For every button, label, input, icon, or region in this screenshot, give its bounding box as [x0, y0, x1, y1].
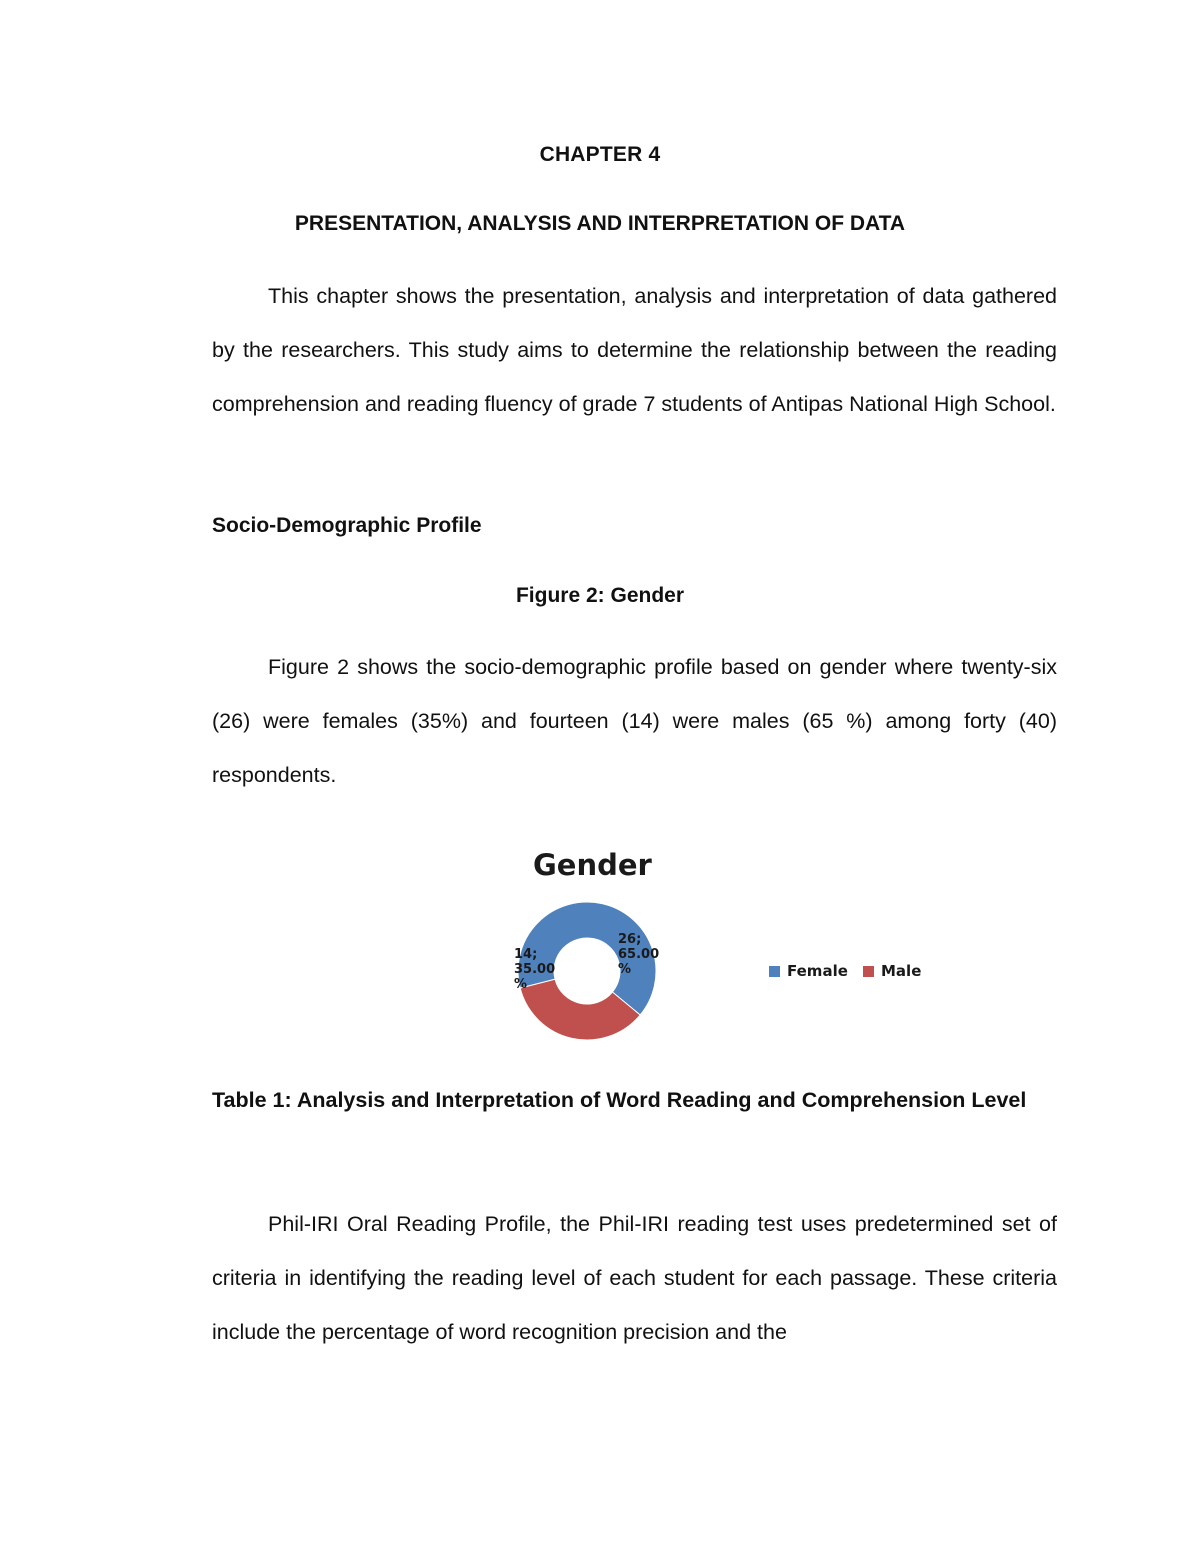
- legend-item-male: [863, 962, 921, 980]
- section-heading: Socio-Demographic Profile: [212, 514, 482, 537]
- chapter-title: PRESENTATION, ANALYSIS AND INTERPRETATION OF DATA: [294, 212, 906, 235]
- figure-caption: Figure 2: Gender: [515, 584, 685, 607]
- gender-doughnut-chart: [430, 845, 970, 1055]
- table-heading: Table 1: Analysis and Interpretation of Word Reading and Comprehension Level: [212, 1088, 1027, 1112]
- legend-label-female: Female: [787, 962, 848, 980]
- legend-swatch-female: [769, 966, 780, 977]
- data-label-male: 14; 35.00 %: [514, 947, 556, 992]
- legend-item-female: [769, 962, 848, 980]
- legend-swatch-male: [863, 966, 874, 977]
- intro-paragraph: This chapter shows the presentation, analysis and interpretation of data gathered by the researchers. This study aims to determine the relationship between the reading comprehension and reading fluency of grade 7 students of Antipas National High School.: [212, 284, 1057, 416]
- table-paragraph: Phil-IRI Oral Reading Profile, the Phil-IRI reading test uses predetermined set of criteria in identifying the reading level of each student for each passage. These criteria include the percentage of word recognition precision and the: [212, 1212, 1057, 1344]
- legend-label-male: Male: [881, 962, 922, 980]
- chart-title: Gender: [533, 848, 652, 882]
- chapter-label: CHAPTER 4: [539, 143, 661, 166]
- figure-paragraph: Figure 2 shows the socio-demographic profile based on gender where twenty-six (26) were females (35%) and fourteen (14) were males (65 %) among forty (40) respondents.: [212, 655, 1057, 787]
- data-label-female: 26; 65.00 %: [618, 932, 660, 977]
